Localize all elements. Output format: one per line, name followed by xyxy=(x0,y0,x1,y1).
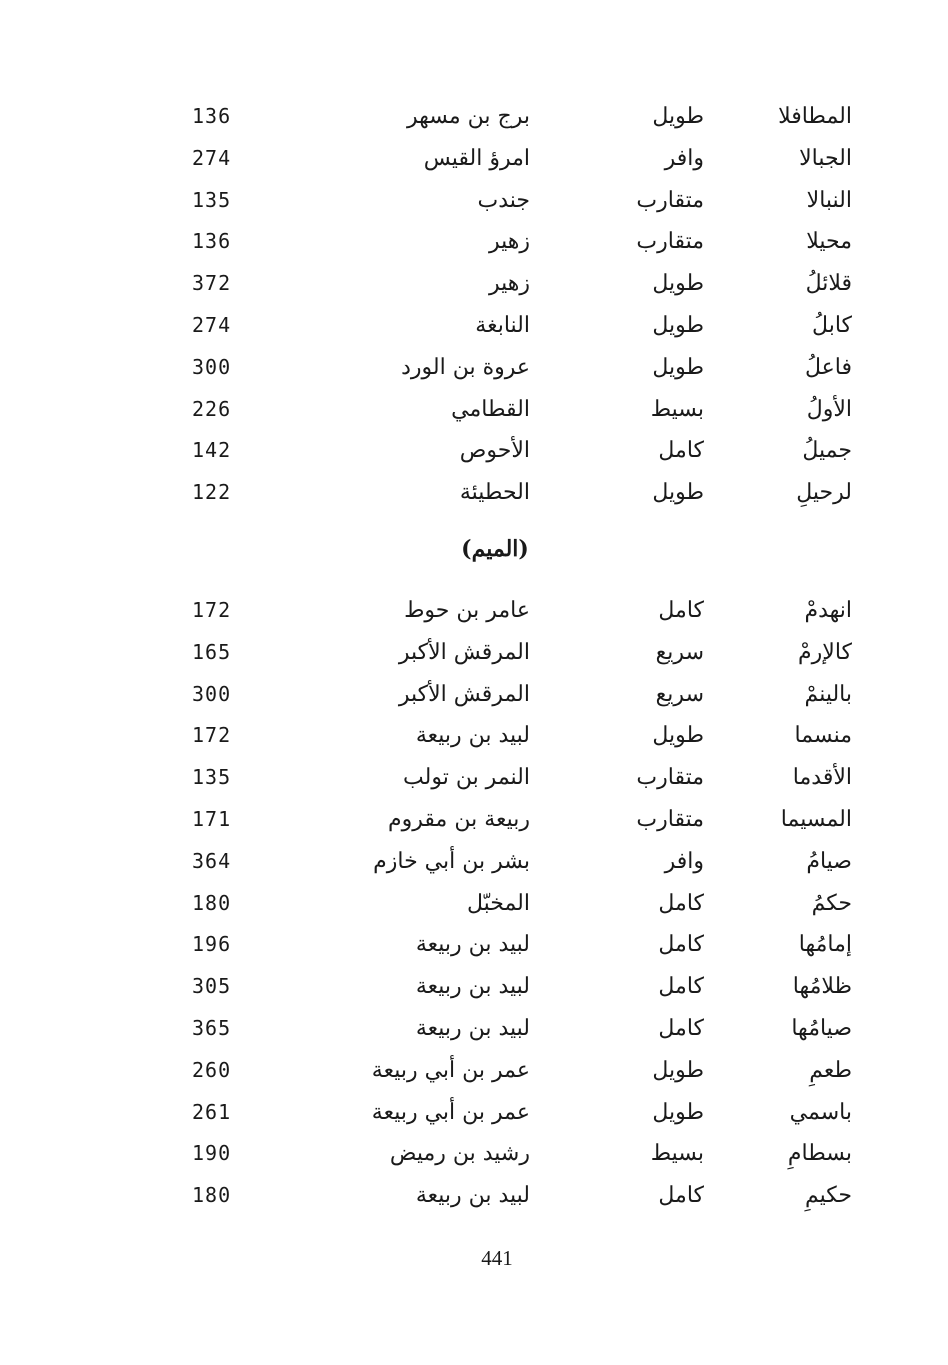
index-row xyxy=(160,472,860,514)
poetic-meter: كامل xyxy=(658,1015,704,1041)
page-reference: 372 xyxy=(192,271,232,296)
page-reference: 300 xyxy=(192,354,232,379)
page-reference: 364 xyxy=(192,848,232,873)
poetry-index-table-mim xyxy=(160,590,860,1217)
rhyme-word: الأولُ xyxy=(806,396,852,422)
page-reference: 300 xyxy=(192,681,232,706)
page-reference: 122 xyxy=(192,480,232,505)
page-reference: 136 xyxy=(192,229,232,254)
rhyme-word: بسطامِ xyxy=(787,1141,852,1167)
poet-name: عامر بن حوط xyxy=(404,598,530,623)
poet-name: عروة بن الورد xyxy=(401,354,530,380)
rhyme-word: الجبالا xyxy=(799,145,852,171)
poetic-meter: طويل xyxy=(652,1057,704,1083)
poetic-meter: طويل xyxy=(652,723,704,749)
rhyme-word: بالينمْ xyxy=(804,681,852,707)
index-row xyxy=(160,1008,860,1050)
index-row xyxy=(160,96,860,138)
poetic-meter: طويل xyxy=(652,312,704,338)
page-reference: 171 xyxy=(192,806,232,831)
poet-name: لبيد بن ربيعة xyxy=(415,723,530,749)
poet-name: لبيد بن ربيعة xyxy=(415,932,530,958)
rhyme-word: قلائلُ xyxy=(805,271,852,297)
index-row xyxy=(160,138,860,180)
index-row xyxy=(160,1133,860,1175)
page-reference: 260 xyxy=(192,1057,232,1082)
index-row xyxy=(160,389,860,431)
poet-name: بشر بن أبي خازم xyxy=(373,848,530,874)
rhyme-word: الأقدما xyxy=(792,765,852,791)
rhyme-word: جميلُ xyxy=(802,438,852,464)
poetic-meter: وافر xyxy=(664,848,704,874)
poet-name: امرؤ القيس xyxy=(423,145,530,171)
rhyme-word: المسيما xyxy=(780,806,852,832)
poet-name: عمر بن أبي ربيعة xyxy=(371,1099,530,1125)
poetic-meter: طويل xyxy=(652,104,704,129)
poetic-meter: كامل xyxy=(658,974,704,1000)
page-reference: 305 xyxy=(192,974,232,999)
page-reference: 274 xyxy=(192,145,232,170)
index-row xyxy=(160,841,860,883)
rhyme-word: النبالا xyxy=(806,187,852,213)
poetic-meter: بسيط xyxy=(650,396,704,422)
rhyme-word: ظلامُها xyxy=(792,974,852,1000)
index-row xyxy=(160,674,860,716)
rhyme-word: فاعلُ xyxy=(804,354,852,380)
poet-name: زهير xyxy=(488,229,530,255)
index-row xyxy=(160,1092,860,1134)
page-reference: 261 xyxy=(192,1099,232,1124)
poetic-meter: طويل xyxy=(652,354,704,380)
rhyme-word: لرحيلِ xyxy=(796,480,852,506)
poetic-meter: كامل xyxy=(658,438,704,464)
poetic-meter: طويل xyxy=(652,480,704,506)
poetry-index-table-lam xyxy=(160,96,860,514)
poetic-meter: كامل xyxy=(658,932,704,958)
poet-name: لبيد بن ربيعة xyxy=(415,974,530,1000)
rhyme-word: صيامُ xyxy=(806,848,852,874)
poet-name: ربيعة بن مقروم xyxy=(388,806,530,832)
poet-name: الأحوص xyxy=(459,438,530,464)
index-row xyxy=(160,180,860,222)
poetic-meter: كامل xyxy=(658,1183,704,1209)
page-reference: 135 xyxy=(192,765,232,790)
page-reference: 165 xyxy=(192,639,232,664)
poetic-meter: طويل xyxy=(652,1099,704,1125)
rhyme-word: باسمي xyxy=(789,1099,852,1125)
rhyme-word: حكمُ xyxy=(811,890,852,916)
poetic-meter: كامل xyxy=(658,890,704,916)
poet-name: النابغة xyxy=(475,312,530,338)
poet-name: المخبّل xyxy=(466,890,530,916)
page-reference: 274 xyxy=(192,312,232,337)
poetic-meter: سريع xyxy=(655,681,704,707)
index-row xyxy=(160,799,860,841)
page-reference: 226 xyxy=(192,396,232,421)
page-reference: 180 xyxy=(192,890,232,915)
index-row xyxy=(160,883,860,925)
index-row xyxy=(160,966,860,1008)
index-row xyxy=(160,430,860,472)
poet-name: القطامي xyxy=(451,396,530,422)
page-reference: 136 xyxy=(192,104,232,128)
poet-name: النمر بن تولب xyxy=(403,765,530,791)
page-reference: 172 xyxy=(192,723,232,748)
index-row xyxy=(160,590,860,632)
page-number: 441 xyxy=(481,1246,513,1270)
page-reference: 135 xyxy=(192,187,232,212)
poet-name: زهير xyxy=(488,271,530,297)
index-row xyxy=(160,757,860,799)
poet-name: عمر بن أبي ربيعة xyxy=(371,1057,530,1083)
index-row xyxy=(160,347,860,389)
rhyme-word: المطافلا xyxy=(778,104,852,129)
index-row xyxy=(160,305,860,347)
index-row xyxy=(160,1175,860,1217)
section-heading-mim: (الميم) xyxy=(461,536,529,562)
poet-name: لبيد بن ربيعة xyxy=(415,1015,530,1041)
page-reference: 172 xyxy=(192,598,232,622)
rhyme-word: حكيمِ xyxy=(804,1183,852,1209)
index-row xyxy=(160,263,860,305)
poet-name: الحطيئة xyxy=(459,480,530,506)
rhyme-word: منسما xyxy=(794,723,852,749)
index-row xyxy=(160,632,860,674)
poetic-meter: متقارب xyxy=(636,229,704,255)
poetic-meter: سريع xyxy=(655,639,704,665)
page-reference: 196 xyxy=(192,932,232,957)
poetic-meter: متقارب xyxy=(636,765,704,791)
page-reference: 142 xyxy=(192,438,232,463)
poet-name: برج بن مسهر xyxy=(406,104,530,129)
poetic-meter: طويل xyxy=(652,271,704,297)
poetic-meter: متقارب xyxy=(636,806,704,832)
poet-name: المرقش الأكبر xyxy=(398,639,530,665)
rhyme-word: كالإرمْ xyxy=(798,639,852,665)
poet-name: جندب xyxy=(477,187,530,213)
rhyme-word: صيامُها xyxy=(791,1015,852,1041)
rhyme-word: طعمِ xyxy=(809,1057,852,1083)
rhyme-word: كابلُ xyxy=(812,312,852,338)
page-reference: 180 xyxy=(192,1183,232,1208)
index-row xyxy=(160,1050,860,1092)
page-reference: 365 xyxy=(192,1015,232,1040)
rhyme-word: محيلا xyxy=(806,229,852,255)
poetic-meter: وافر xyxy=(664,145,704,171)
index-row xyxy=(160,924,860,966)
index-row xyxy=(160,221,860,263)
poet-name: المرقش الأكبر xyxy=(398,681,530,707)
page-reference: 190 xyxy=(192,1141,232,1166)
poetic-meter: كامل xyxy=(658,598,704,623)
index-row xyxy=(160,715,860,757)
poet-name: لبيد بن ربيعة xyxy=(415,1183,530,1209)
rhyme-word: إمامُها xyxy=(798,932,852,958)
poetic-meter: متقارب xyxy=(636,187,704,213)
poet-name: رشيد بن رميض xyxy=(389,1141,530,1167)
poetic-meter: بسيط xyxy=(650,1141,704,1167)
rhyme-word: انهدمْ xyxy=(804,598,852,623)
